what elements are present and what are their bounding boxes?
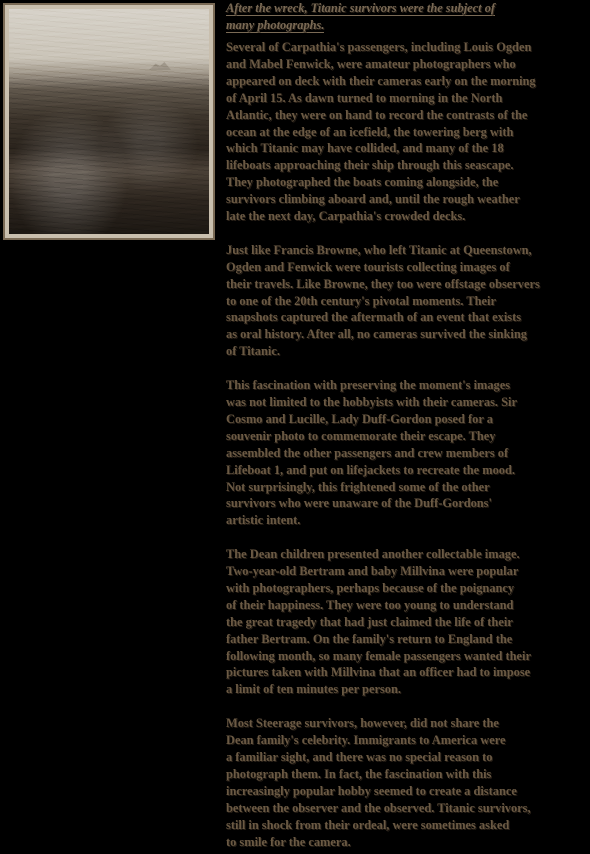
paragraph-line: with photographers, perhaps because of the poignancy <box>226 580 515 595</box>
paragraph-line: their travels. Like Browne, they too were offstage observers <box>226 276 540 291</box>
paragraph-line: Atlantic, they were on hand to record the contrasts of the <box>226 107 528 122</box>
paragraph-line: ocean at the edge of an icefield, the towering berg with <box>226 124 514 139</box>
paragraph-line: This fascination with preserving the moment's images <box>226 378 511 393</box>
paragraph-line: Lifeboat 1, and put on lifejackets to recreate the mood. <box>226 462 515 477</box>
paragraph-line: artistic intent. <box>226 513 301 528</box>
paragraph <box>226 546 588 698</box>
paragraph-line: appeared on deck with their cameras early on the morning <box>226 73 536 88</box>
paragraph-line: Not surprisingly, this frightened some of the other <box>226 479 490 494</box>
paragraph-line: father Bertram. On the family's return to England the <box>226 631 513 646</box>
paragraph-line: still in shock from their ordeal, were sometimes asked <box>226 817 510 832</box>
iceberg-silhouette <box>149 62 171 70</box>
paragraph-line: They photographed the boats coming alongside, the <box>226 175 499 190</box>
paragraph-line: of their happiness. They were too young to understand <box>226 597 514 612</box>
paragraph-line: photograph them. In fact, the fascination with this <box>226 766 492 781</box>
paragraph-line: lifeboats approaching their ship through this seascape. <box>226 158 514 173</box>
paragraph-line: to smile for the camera. <box>226 834 351 849</box>
paragraph <box>226 377 588 529</box>
paragraph-line: survivors climbing aboard and, until the rough weather <box>226 192 520 207</box>
caption-line-2: many photographs. <box>226 18 325 32</box>
ocean-photo <box>9 9 209 234</box>
paragraph-line: Ogden and Fenwick were tourists collecting images of <box>226 259 510 274</box>
paragraph-line: Dean family's celebrity. Immigrants to America were <box>226 733 506 748</box>
paragraph-line: of Titanic. <box>226 344 280 359</box>
paragraph-line: the great tragedy that had just claimed the life of their <box>226 614 513 629</box>
paragraph-line: increasingly popular hobby seemed to create a distance <box>226 783 517 798</box>
paragraph-line: Just like Francis Browne, who left Titanic at Queenstown, <box>226 242 532 257</box>
paragraph-line: The Dean children presented another collectable image. <box>226 547 520 562</box>
paragraph-line: was not limited to the hobbyists with their cameras. Sir <box>226 395 517 409</box>
paragraph <box>226 39 588 225</box>
paragraph-line: snapshots captured the aftermath of an event that exists <box>226 310 522 325</box>
paragraph-line: a familiar sight, and there was no special reason to <box>226 750 493 764</box>
paragraph-line: Most Steerage survivors, however, did not share the <box>226 716 499 731</box>
paragraph-line: Two-year-old Bertram and baby Millvina were popular <box>226 564 519 579</box>
article-text <box>226 0 588 850</box>
paragraph-line: souvenir photo to commemorate their escape. They <box>226 428 496 443</box>
caption-line-1: After the wreck, Titanic survivors were the subject of <box>226 1 496 15</box>
paragraph <box>226 715 588 850</box>
paragraph-line: a limit of ten minutes per person. <box>226 682 401 697</box>
paragraph-line: survivors who were unaware of the Duff-Gordons' <box>226 496 492 511</box>
paragraph-line: as oral history. After all, no cameras survived the sinking <box>226 327 527 342</box>
paragraph-line: following month, so many female passengers wanted their <box>226 648 531 663</box>
paragraph-line: of April 15. As dawn turned to morning in the North <box>226 90 503 105</box>
paragraph <box>226 242 588 360</box>
paragraph-line: between the observer and the observed. Titanic survivors, <box>226 800 531 815</box>
paragraph-line: assembled the other passengers and crew members of <box>226 445 509 460</box>
photo-caption <box>226 0 588 34</box>
paragraph-line: which Titanic may have collided, and many of the 18 <box>226 141 504 156</box>
photo-frame <box>3 3 215 240</box>
paragraph-line: Several of Carpathia's passengers, including Louis Ogden <box>226 40 532 54</box>
paragraph-line: late the next day, Carpathia's crowded decks. <box>226 209 466 224</box>
paragraph-line: and Mabel Fenwick, were amateur photographers who <box>226 56 516 71</box>
paragraph-line: Cosmo and Lucille, Lady Duff-Gordon posed for a <box>226 411 493 426</box>
paragraph-line: to one of the 20th century's pivotal moments. Their <box>226 293 496 308</box>
paragraph-line: pictures taken with Millvina that an officer had to impose <box>226 665 531 680</box>
